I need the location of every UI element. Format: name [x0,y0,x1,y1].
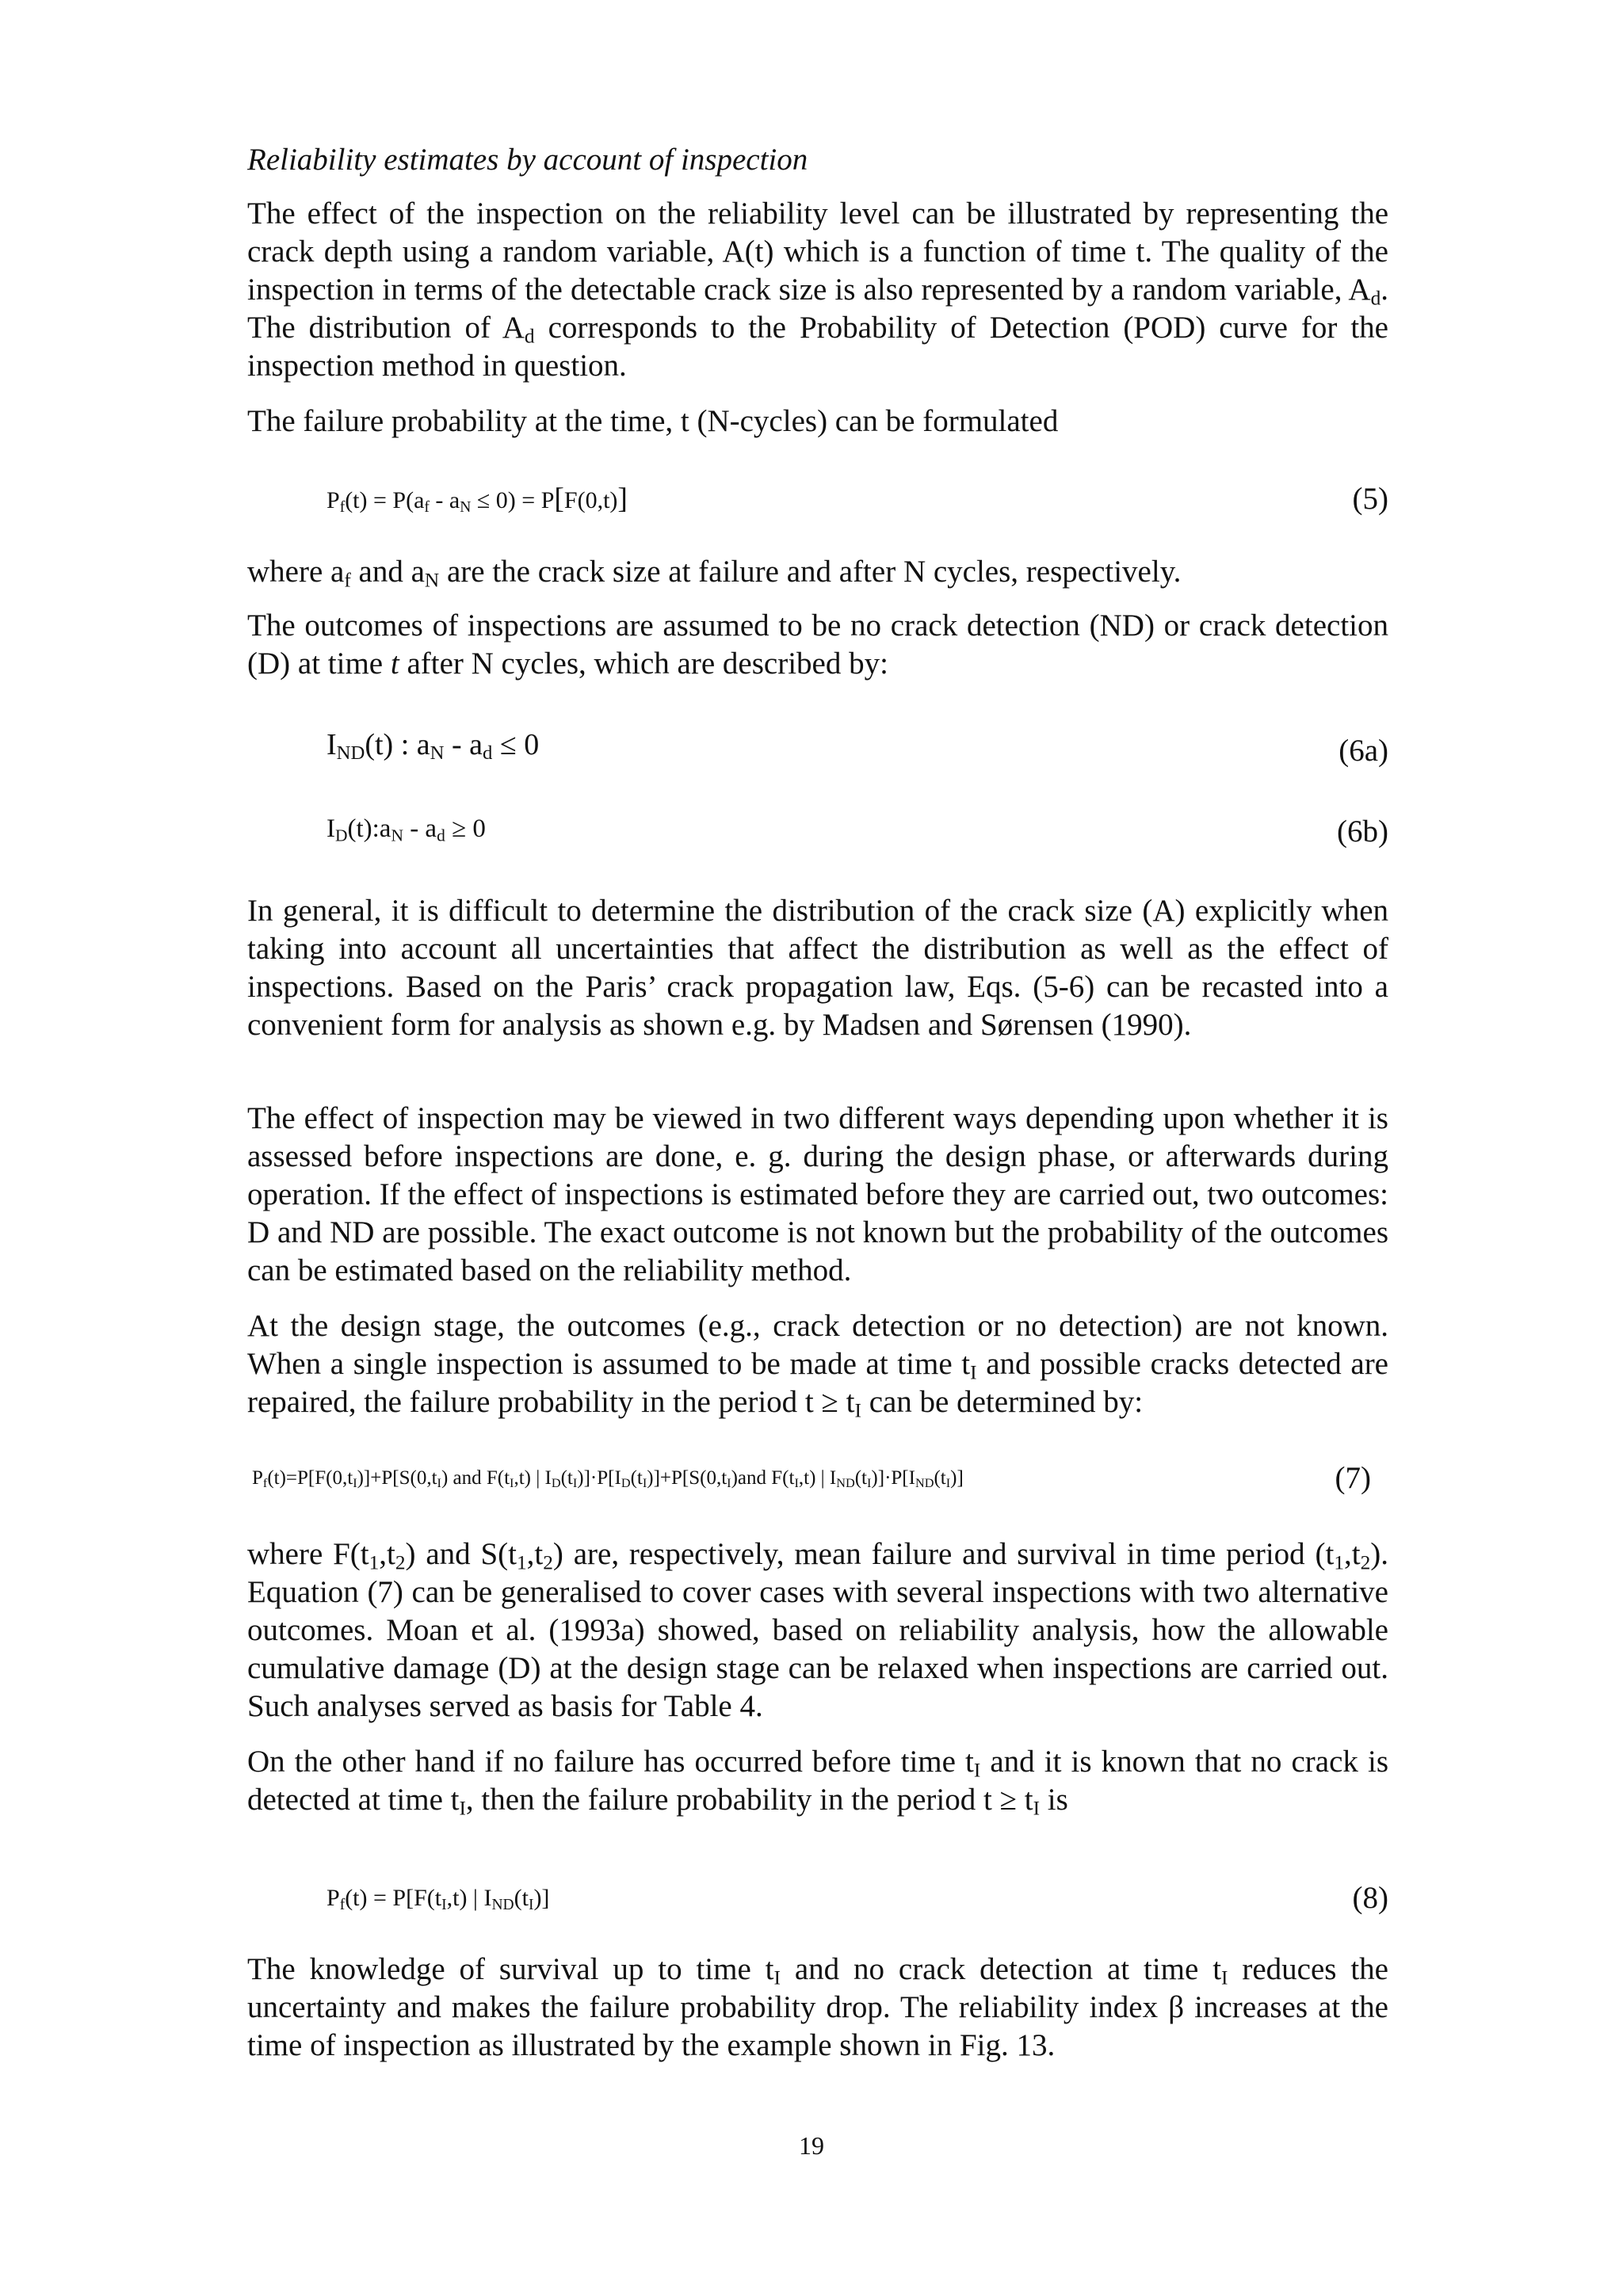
equation-6a-expression: $I_{ND}(t)$ : $a_N - a_d \le 0$ [327,728,540,765]
equation-8-number: (8) [1352,1881,1388,1915]
paragraph-4: The outcomes of inspections are assumed to be no crack detection (ND) or crack detection (D) at time t after N cycles, which are described by: [247,608,1388,681]
equation-6b-expression: $I_D(t):a_N - a_d \ge 0$ [327,814,486,845]
paragraph-1: The effect of the inspection on the reliability level can be illustrated by representing the crack depth using a random variable, A(t) which is a function of time t. The quality of the inspection in terms of the detectable crack size is also represented by a random variable, $A_d$. The distribution of $A_d$ corresponds to the Probability of Detection (POD) curve for the inspection method in question. [247,196,1388,383]
paragraph-8: where $F(t_1,t_2)$ and $S(t_1,t_2)$ are, respectively, mean failure and survival in time period $(t_1,t_2)$. Equation (7) can be generalised to cover cases with several inspections with two alternative outcomes. Moan et al. (1993a) showed, based on reliability analysis, how the allowable cumulative damage (D) at the design stage can be relaxed when inspections are carried out. Such analyses served as basis for Table 4. [247,1537,1388,1723]
equation-6a [247,721,1388,769]
equation-6a-number: (6a) [1338,734,1388,768]
page-number: 19 [799,2131,824,2160]
equation-6b-number: (6b) [1337,814,1388,849]
equation-6b [247,805,1388,852]
paragraph-7: At the design stage, the outcomes (e.g., crack detection or no detection) are not known. When a single inspection is assumed to be made at time $t_I$ and possible cracks detected are repaired, the failure probability in the period $t \ge t_I$ can be determined by: [247,1309,1388,1422]
equation-5-expression: $P_f(t) = P(a_f - a_N \le 0) = P[F(0,t)]$ [327,482,628,516]
paragraph-10: The knowledge of survival up to time $t_I$ and no crack detection at time $t_I$ reduces the uncertainty and makes the failure probability drop. The reliability index β increases at the time of inspection as illustrated by the example shown in Fig. 13. [247,1952,1388,2062]
equation-8 [247,1875,1388,1922]
equation-7-number: (7) [1335,1461,1371,1495]
equation-7-expression: $P_f(t)=P[F(0,t_I)]+P[S(0,t_I)$ and $F(t_I,t)$ | $I_D(t_I)]\cdot P[I_D(t_I)]+P[S(0,t_I)and$ $F(t_I,t)$ | $I_{ND}(t_I)]\cdot P[I_{ND}(t_I)]$ [252,1467,964,1491]
equation-5 [247,475,1388,523]
equation-8-expression: $P_f(t) = P[F(t_I,t)$ | $I_{ND}(t_I)$] [327,1885,550,1913]
paragraph-5: In general, it is difficult to determine the distribution of the crack size (A) explicitly when taking into account all uncertainties that affect the distribution as well as the effect of inspections. Based on the Paris’ crack propagation law, Eqs. (5-6) can be recasted into a convenient form for analysis as shown e.g. by Madsen and Sørensen (1990). [247,894,1388,1042]
section-heading: Reliability estimates by account of inspection [247,143,808,177]
paragraph-2: The failure probability at the time, t (N-cycles) can be formulated [247,404,1059,438]
paragraph-6: The effect of inspection may be viewed in two different ways depending upon whether it is assessed before inspections are done, e. g. during the design phase, or afterwards during operation. If the effect of inspections is estimated before they are carried out, two outcomes: D and ND are possible. The exact outcome is not known but the probability of the outcomes can be estimated based on the reliability method. [247,1101,1388,1287]
equation-5-number: (5) [1352,482,1388,516]
equation-7 [247,1455,1388,1502]
paragraph-9: On the other hand if no failure has occurred before time $t_I$ and it is known that no crack is detected at time $t_I$, then the failure probability in the period $t \ge t_I$ is [247,1745,1388,1820]
paragraph-3: where $a_f$ and $a_N$ are the crack size at failure and after N cycles, respectively. [247,555,1182,592]
